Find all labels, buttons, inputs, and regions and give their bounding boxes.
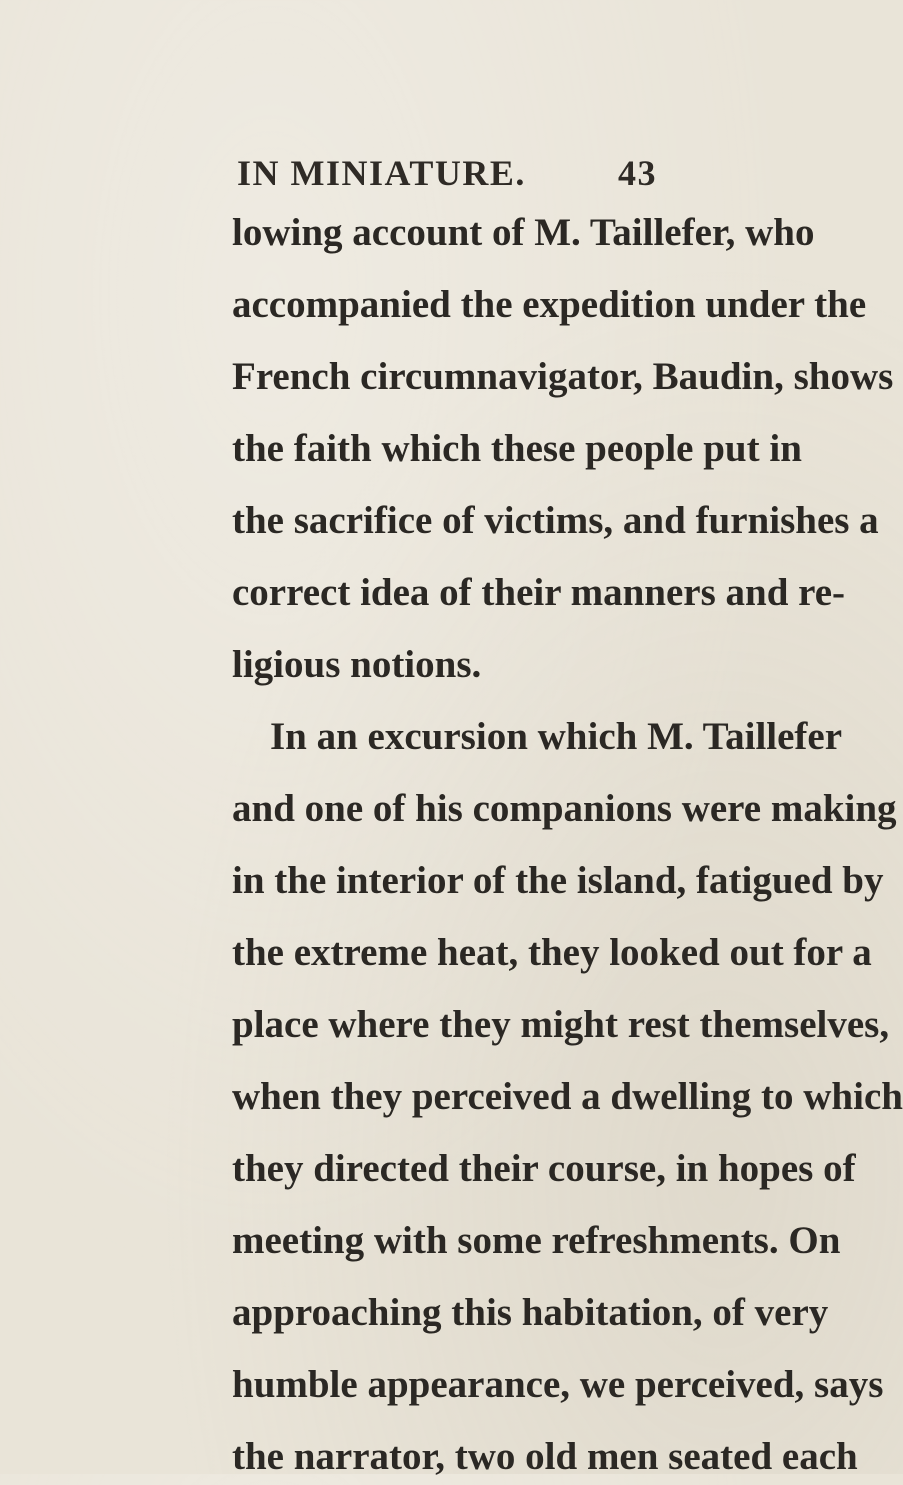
text-line: when they perceived a dwelling to which xyxy=(232,1075,903,1118)
text-line: approaching this habitation, of very xyxy=(232,1291,829,1334)
text-line: accompanied the expedition under the xyxy=(232,283,867,326)
text-line: lowing account of M. Taillefer, who xyxy=(232,211,815,254)
text-line: ligious notions. xyxy=(232,643,482,686)
text-line: French circumnavigator, Baudin, shows xyxy=(232,355,894,398)
text-line: they directed their course, in hopes of xyxy=(232,1147,856,1190)
text-line: and one of his companions were making xyxy=(232,787,897,830)
page-number: 43 xyxy=(618,153,657,193)
text-line: place where they might rest themselves, xyxy=(232,1003,890,1046)
running-title: IN MINIATURE. xyxy=(237,153,526,193)
text-line: correct idea of their manners and re- xyxy=(232,571,846,614)
text-line: the extreme heat, they looked out for a xyxy=(232,931,872,974)
text-line: the faith which these people put in xyxy=(232,427,802,470)
text-line: In an excursion which M. Taillefer xyxy=(270,715,843,758)
text-line: humble appearance, we perceived, says xyxy=(232,1363,884,1406)
text-line: the sacrifice of victims, and furnishes a xyxy=(232,499,879,542)
text-line: the narrator, two old men seated each xyxy=(232,1435,858,1478)
text-line: in the interior of the island, fatigued by xyxy=(232,859,884,902)
text-line: meeting with some refreshments. On xyxy=(232,1219,841,1262)
